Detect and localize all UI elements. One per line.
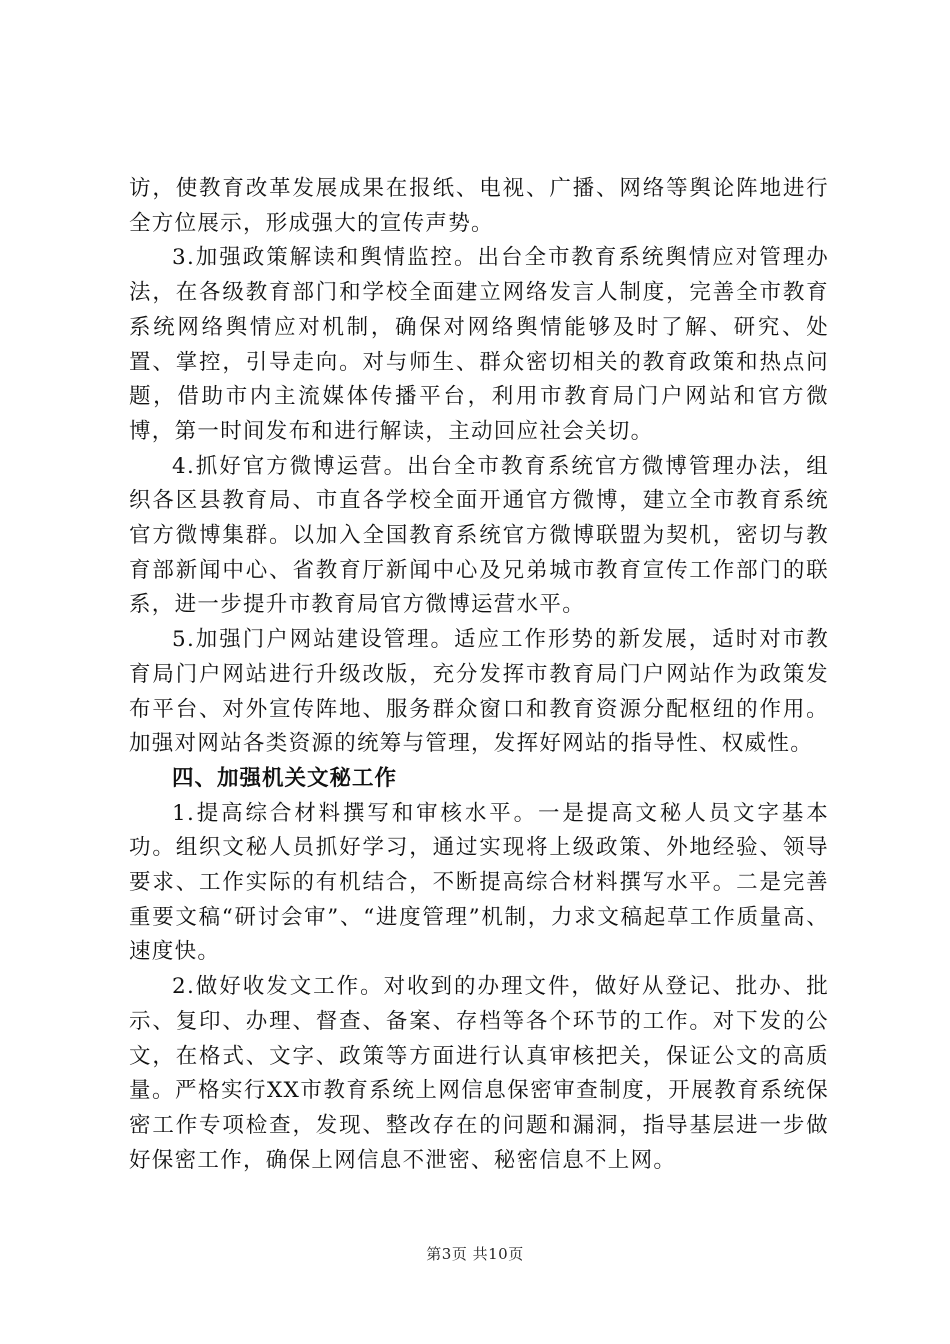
paragraph-item-4: 4.抓好官方微博运营。出台全市教育系统官方微博管理办法，组织各区县教育局、市直各学校全面开通官方微博，建立全市教育系统官方微博集群。以加入全国教育系统官方微博联盟为契机，密切与教育部新闻中心、省教育厅新闻中心及兄弟城市教育宣传工作部门的联系，进一步提升市教育局官方微博运营水平。 — [129, 453, 829, 618]
paragraph-item-2: 2.做好收发文工作。对收到的办理文件，做好从登记、批办、批示、复印、办理、督查、备案、存档等各个环节的工作。对下发的公文，在格式、文字、政策等方面进行认真审核把关，保证公文的高质量。严格实行XX市教育系统上网信息保密审查制度，开展教育系统保密工作专项检查，发现、整改存在的问题和漏洞，指导基层进一步做好保密工作，确保上网信息不泄密、秘密信息不上网。 — [129, 974, 829, 1173]
document-body — [129, 172, 829, 1178]
paragraph-item-5: 5.加强门户网站建设管理。适应工作形势的新发展，适时对市教育局门户网站进行升级改版，充分发挥市教育局门户网站作为政策发布平台、对外宣传阵地、服务群众窗口和教育资源分配枢纽的作用。加强对网站各类资源的统筹与管理，发挥好网站的指导性、权威性。 — [129, 627, 829, 757]
page-footer: 第3页 共10页 — [426, 1245, 524, 1263]
paragraph-continuation: 访，使教育改革发展成果在报纸、电视、广播、网络等舆论阵地进行全方位展示，形成强大的宣传声势。 — [129, 176, 829, 236]
section-heading: 四、加强机关文秘工作 — [172, 765, 398, 791]
paragraph-item-3: 3.加强政策解读和舆情监控。出台全市教育系统舆情应对管理办法，在各级教育部门和学校全面建立网络发言人制度，完善全市教育系统网络舆情应对机制，确保对网络舆情能够及时了解、研究、处置、掌控，引导走向。对与师生、群众密切相关的教育政策和热点问题，借助市内主流媒体传播平台，利用市教育局门户网站和官方微博，第一时间发布和进行解读，主动回应社会关切。 — [129, 245, 829, 444]
paragraph-item-1: 1.提高综合材料撰写和审核水平。一是提高文秘人员文字基本功。组织文秘人员抓好学习，通过实现将上级政策、外地经验、领导要求、工作实际的有机结合，不断提高综合材料撰写水平。二是完善重要文稿“研讨会审”、“进度管理”机制，力求文稿起草工作质量高、速度快。 — [129, 800, 829, 965]
